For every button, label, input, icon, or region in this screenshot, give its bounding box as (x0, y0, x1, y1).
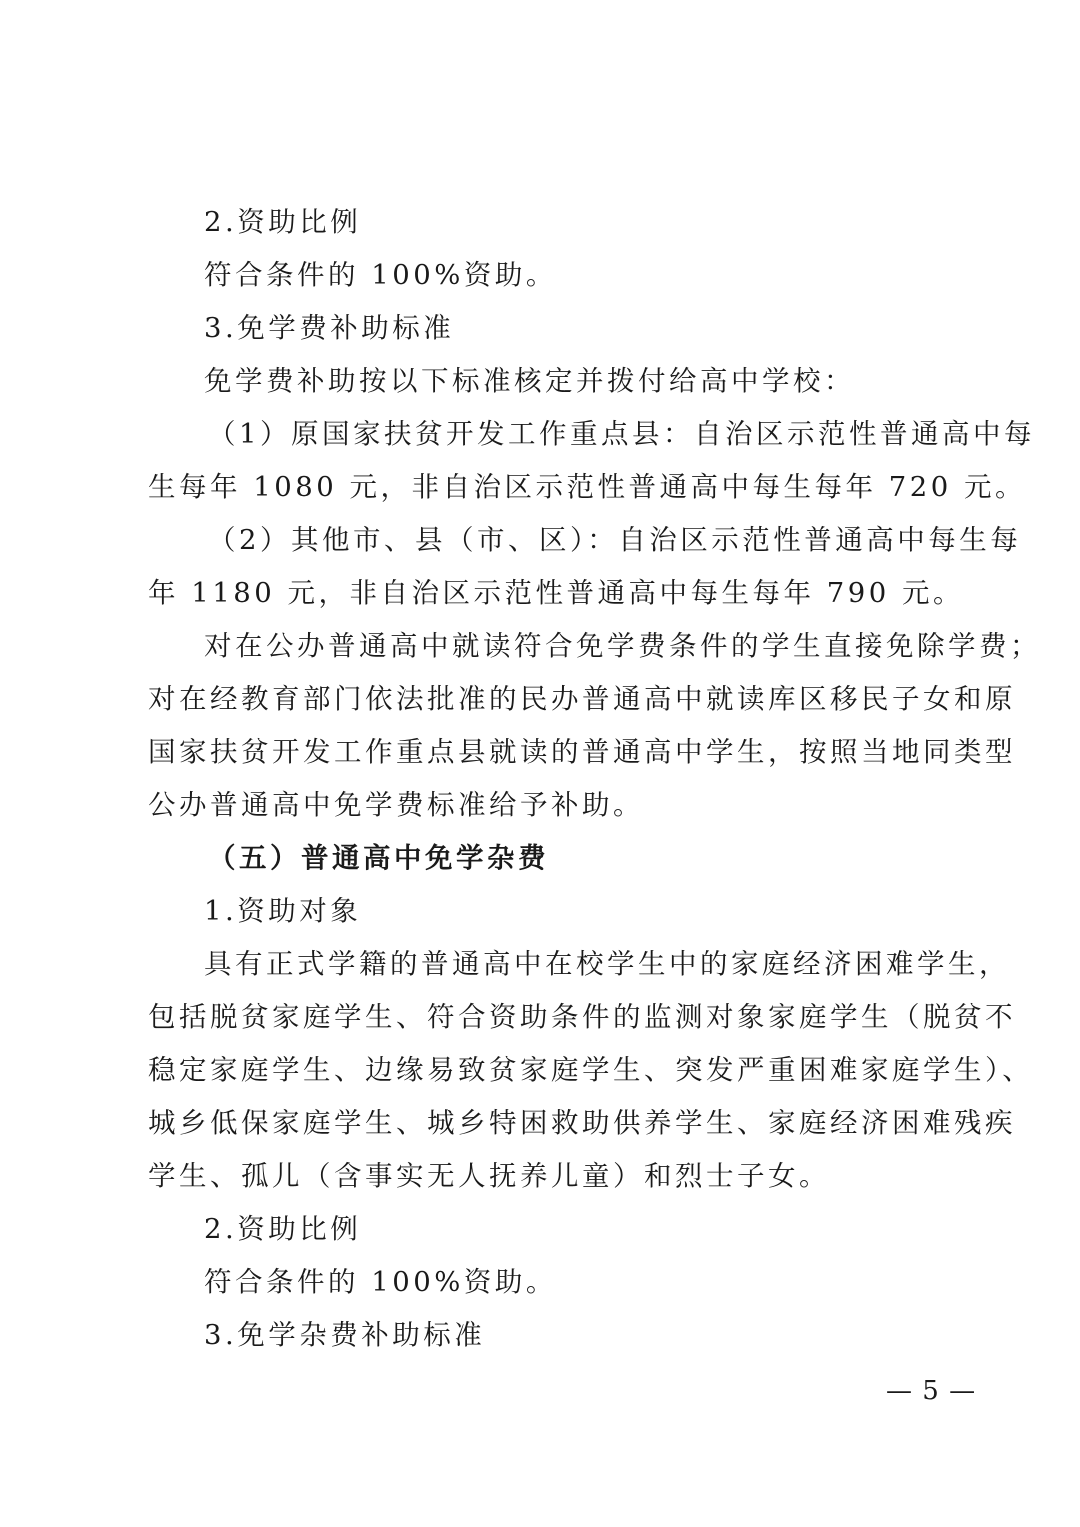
paragraph-line: 具有正式学籍的普通高中在校学生中的家庭经济困难学生， (204, 948, 1010, 980)
paragraph-ratio-text: 符合条件的 100%资助。 (204, 1266, 557, 1298)
paragraph-line: （1）原国家扶贫开发工作重点县：自治区示范性普通高中每 (208, 418, 1035, 450)
subheading-funding-target: 1.资助对象 (204, 895, 362, 927)
paragraph-line: 免学费补助按以下标准核定并拨付给高中学校： (204, 365, 855, 397)
paragraph-line: 对在经教育部门依法批准的民办普通高中就读库区移民子女和原 (148, 683, 1016, 715)
subheading-funding-ratio: 2.资助比例 (204, 206, 362, 238)
paragraph-line: 稳定家庭学生、边缘易致贫家庭学生、突发严重困难家庭学生）、 (148, 1054, 1034, 1086)
paragraph-line: 公办普通高中免学费标准给予补助。 (148, 789, 644, 821)
paragraph-line: 包括脱贫家庭学生、符合资助条件的监测对象家庭学生（脱贫不 (148, 1001, 1016, 1033)
paragraph-line: 学生、孤儿（含事实无人抚养儿童）和烈士子女。 (148, 1160, 830, 1192)
paragraph-line: （2）其他市、县（市、区）：自治区示范性普通高中每生每 (208, 524, 1022, 556)
paragraph-line: 对在公办普通高中就读符合免学费条件的学生直接免除学费； (204, 630, 1041, 662)
subheading-funding-ratio: 2.资助比例 (204, 1213, 362, 1245)
paragraph-line: 年 1180 元，非自治区示范性普通高中每生每年 790 元。 (148, 577, 964, 609)
paragraph-line: 生每年 1080 元，非自治区示范性普通高中每生每年 720 元。 (148, 471, 1026, 503)
page-number: — 5 — (886, 1376, 977, 1406)
subheading-tuition-standard: 3.免学费补助标准 (204, 312, 455, 344)
section-heading: （五）普通高中免学杂费 (208, 842, 549, 874)
paragraph-ratio-text: 符合条件的 100%资助。 (204, 259, 557, 291)
paragraph-line: 国家扶贫开发工作重点县就读的普通高中学生，按照当地同类型 (148, 736, 1016, 768)
subheading-fee-standard: 3.免学杂费补助标准 (204, 1319, 486, 1351)
paragraph-line: 城乡低保家庭学生、城乡特困救助供养学生、家庭经济困难残疾 (148, 1107, 1016, 1139)
